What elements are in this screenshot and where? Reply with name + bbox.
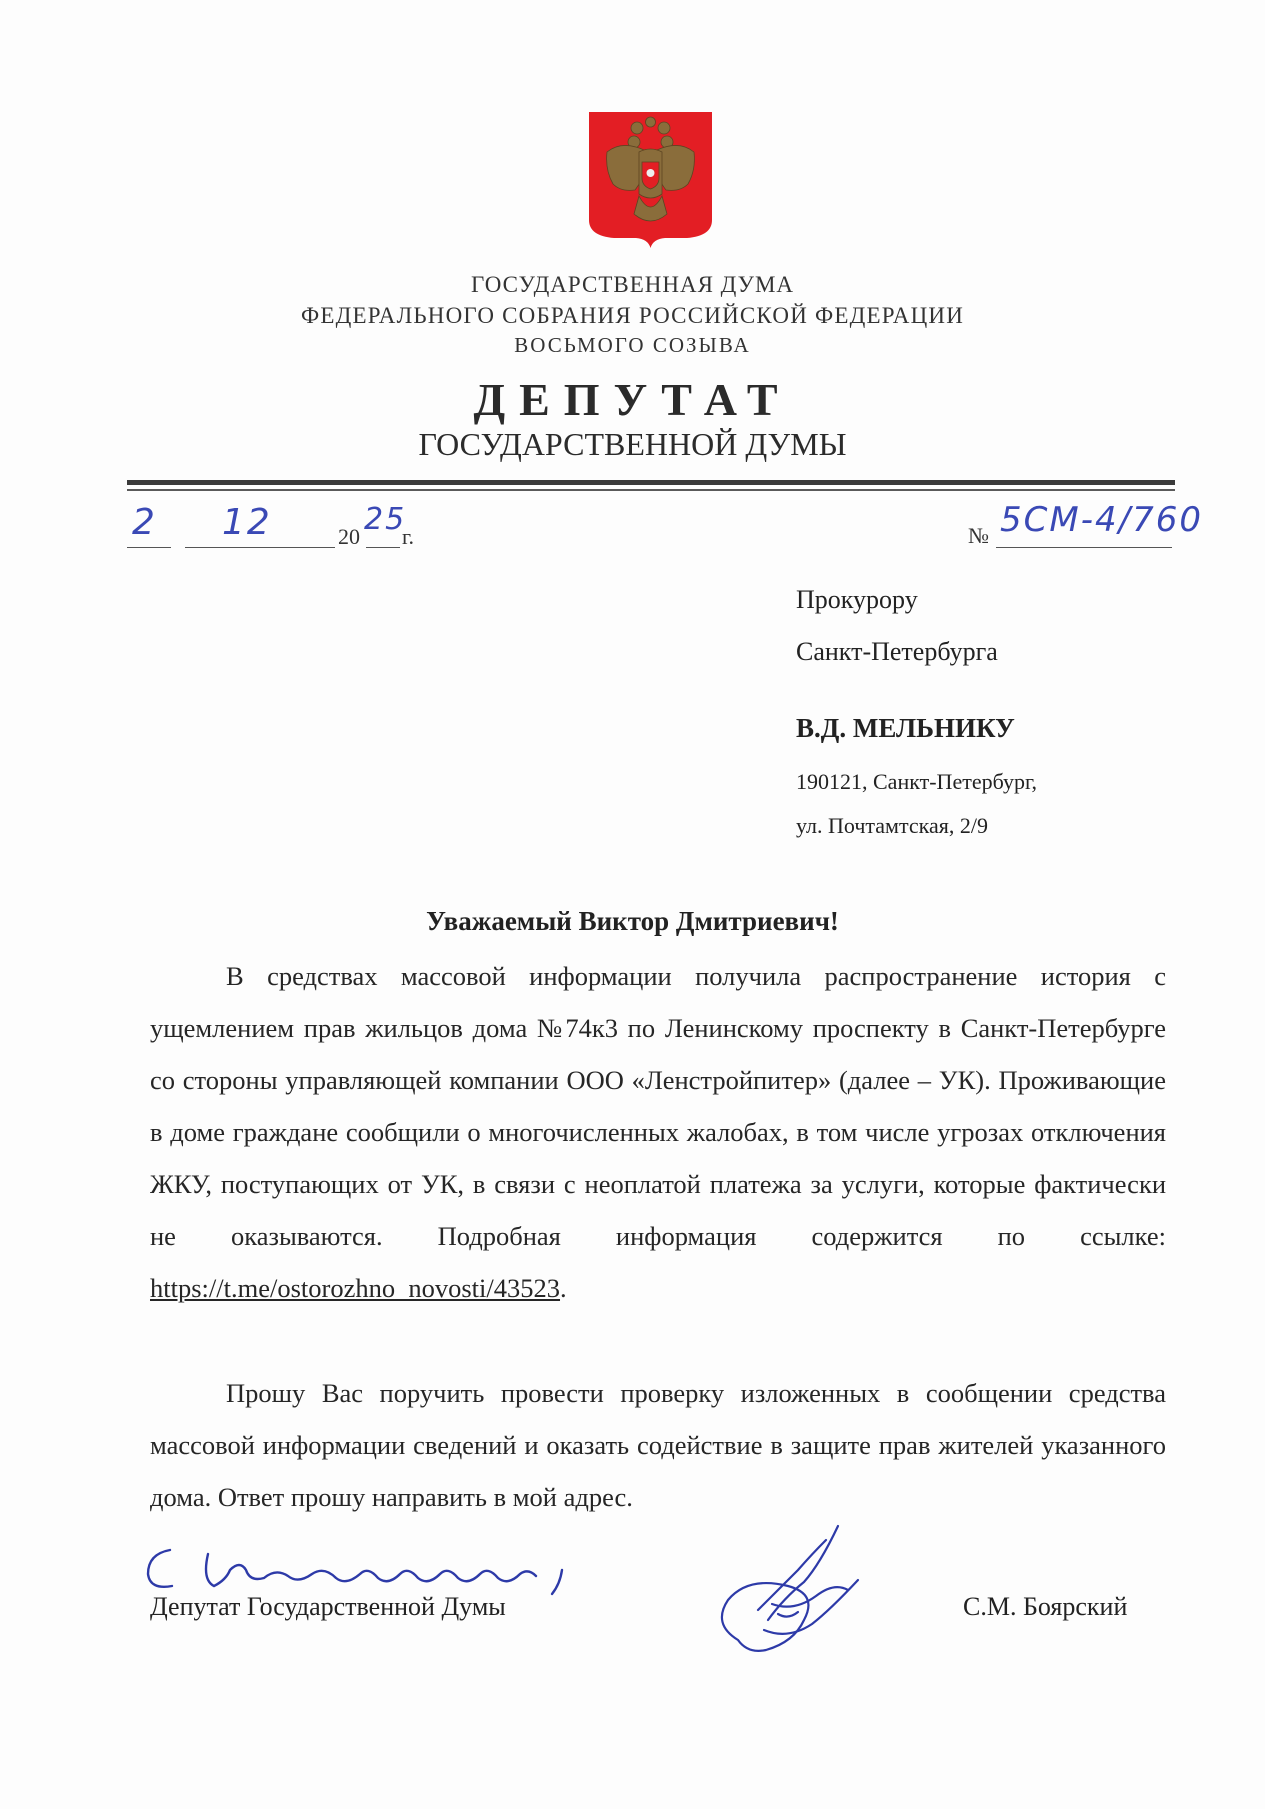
addressee-address-2: ул. Почтамтская, 2/9 [796, 813, 988, 838]
date-year: 25 [364, 502, 407, 537]
number-label: № [968, 523, 989, 548]
document-subtitle: ГОСУДАРСТВЕННОЙ ДУМЫ [418, 426, 847, 462]
year-blank [366, 547, 400, 548]
salutation: Уважаемый Виктор Дмитриевич! [426, 906, 839, 936]
date-month: 12 [222, 502, 272, 543]
signature-icon [708, 1520, 888, 1660]
year-prefix: 20 [338, 524, 360, 549]
header-line-1: ГОСУДАРСТВЕННАЯ ДУМА [471, 272, 794, 297]
header-line-3: ВОСЬМОГО СОЗЫВА [514, 333, 751, 357]
handwritten-greeting [142, 1540, 582, 1600]
news-link[interactable]: https://t.me/ostorozhno_novosti/43523 [150, 1273, 561, 1303]
body-paragraph-2: Прошу Вас поручить провести проверку изложенных в сообщении средства массовой информации сведений и оказать содействие в защите прав жителей указанного дома. Ответ прошу направить в мой адрес. [150, 1378, 1166, 1512]
date-day: 2 [132, 502, 157, 543]
body-paragraph-1 [150, 950, 1166, 1314]
addressee-position: Прокурору [796, 585, 918, 614]
document-title: ДЕПУТАТ [473, 374, 792, 425]
addressee-address-1: 190121, Санкт-Петербург, [796, 769, 1037, 794]
body-paragraph-1-text: В средствах массовой информации получила распространение история с ущемлением прав жильцов дома №74к3 по Ленинскому проспекту в Санкт-Петербурге со стороны управляющей компании ООО «Ленстройпитер» (далее – УК). Проживающие в доме граждане сообщили о многочисленных жалобах, в том числе угрозах отключения ЖКУ, поступающих от УК, в связи с неоплатой платежа за услуги, которые фактически не оказываются. Подробная информация содержится по ссылке: [150, 961, 1166, 1251]
number-blank [996, 547, 1172, 548]
coat-of-arms-emblem [587, 110, 714, 250]
header-line-2: ФЕДЕРАЛЬНОГО СОБРАНИЯ РОССИЙСКОЙ ФЕДЕРАЦИИ [300, 303, 965, 328]
body-paragraph-1-end: . [560, 1273, 567, 1303]
header-divider-thin [127, 489, 1175, 491]
addressee-city: Санкт-Петербурга [796, 637, 998, 666]
day-blank [127, 547, 171, 548]
month-blank [185, 547, 335, 548]
addressee-name: В.Д. МЕЛЬНИКУ [796, 713, 1015, 743]
signatory-name: С.М. Боярский [963, 1592, 1128, 1621]
year-end: г. [402, 524, 415, 549]
header-divider [127, 480, 1175, 485]
registration-number: 5СМ-4/760 [1000, 500, 1203, 540]
signatory-title: Депутат Государственной Думы [150, 1592, 506, 1621]
